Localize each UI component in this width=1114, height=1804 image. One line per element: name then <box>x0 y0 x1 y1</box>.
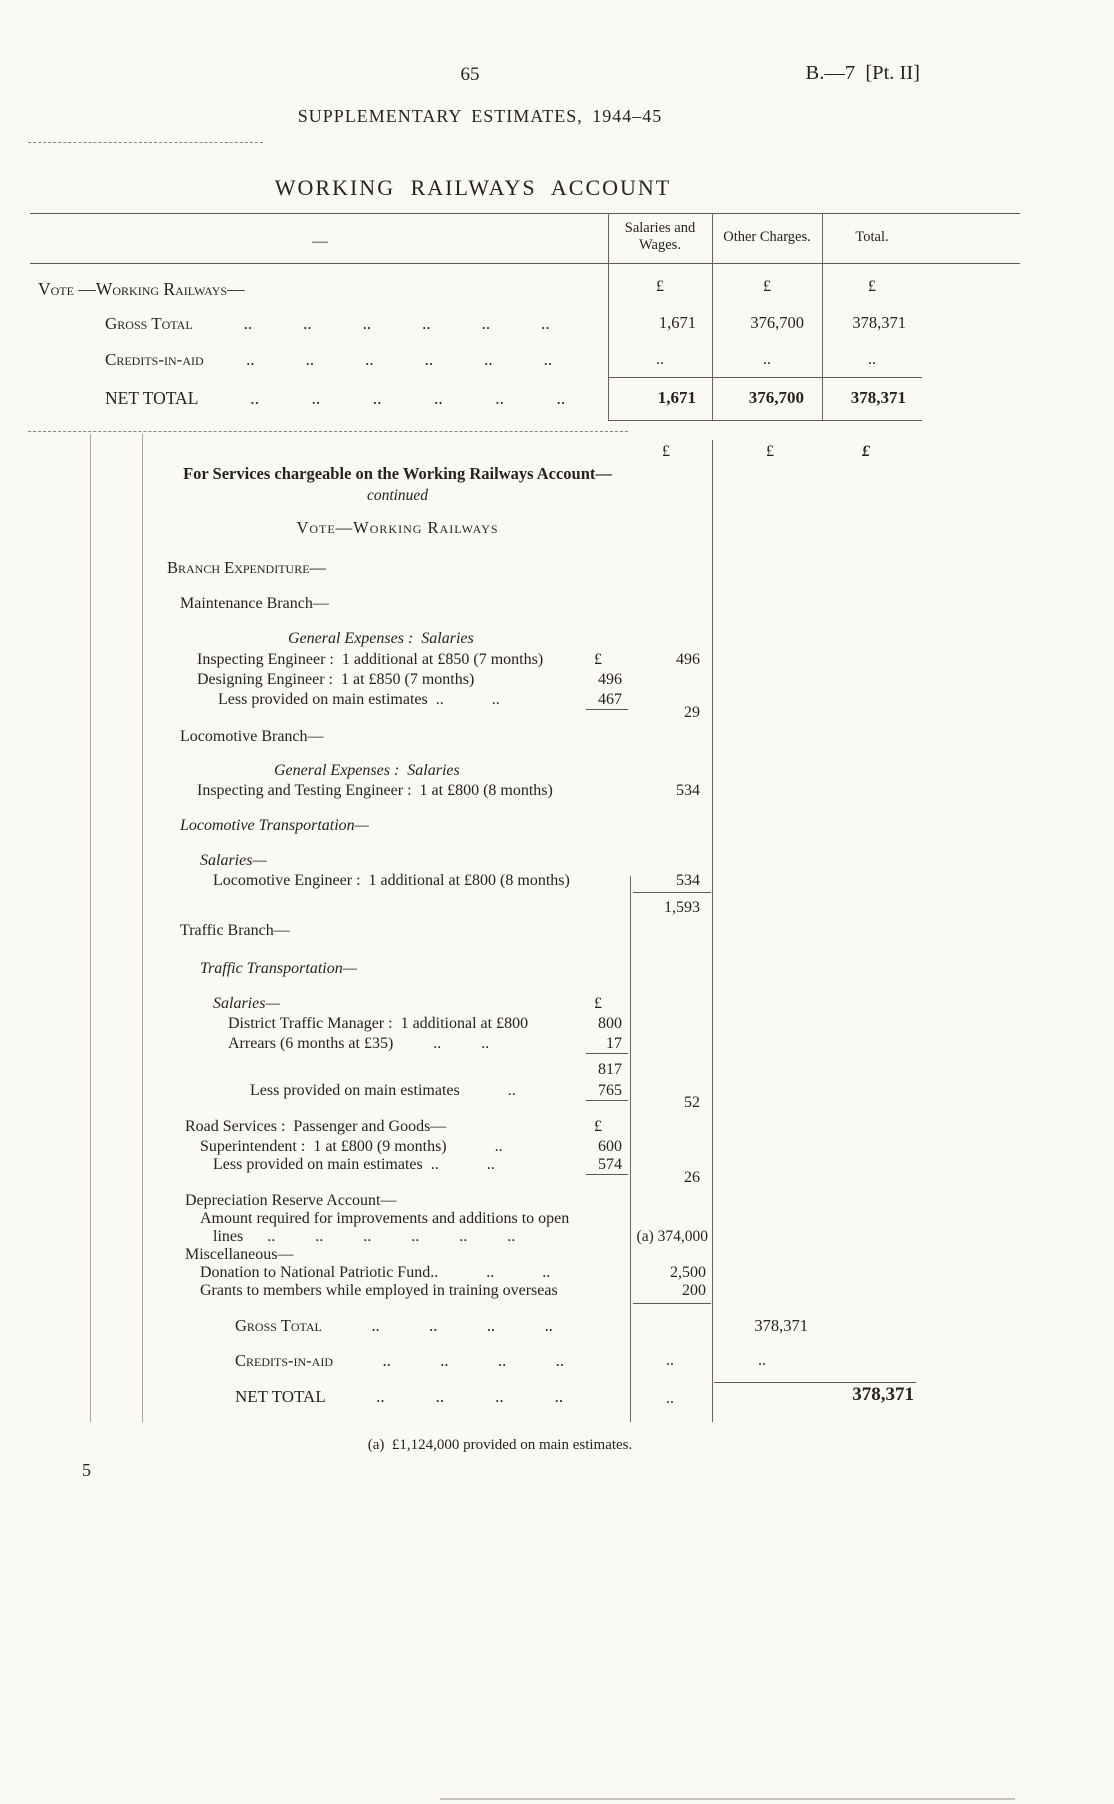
branch-subtotal-rule <box>633 892 711 893</box>
depreciation-reserve-heading: Depreciation Reserve Account— <box>185 1192 397 1209</box>
road-net-value: 26 <box>684 1169 700 1186</box>
summary-column-divider-1 <box>608 213 609 421</box>
page-number-bottom: 5 <box>82 1460 91 1480</box>
subcolumn-pound-sign-1: £ <box>594 651 602 668</box>
summary-table-header-rule <box>30 263 1020 264</box>
footnote: (a) £1,124,000 provided on main estimates. <box>367 1437 633 1453</box>
detail-credits-other-value: .. <box>758 1352 766 1369</box>
road-services-heading: Road Services : Passenger and Goods— <box>185 1118 447 1135</box>
summary-table-bottom-rule <box>608 420 922 421</box>
branch-expenditure-heading: Branch Expenditure— <box>167 558 327 577</box>
traffic-branch-heading: Traffic Branch— <box>180 922 290 939</box>
detail-pound-sign-other: £ <box>766 443 774 460</box>
detail-pound-sign-salaries: £ <box>662 443 670 460</box>
subcolumn-sum-rule-1 <box>586 709 628 710</box>
less-provided-value-1: 467 <box>598 691 622 708</box>
net-total-other-value: 376,700 <box>748 388 804 407</box>
vote-heading: Vote —Working Railways— <box>38 279 245 299</box>
gross-total-other-value: 376,700 <box>750 313 804 332</box>
branch-subtotal-value: 1,593 <box>664 899 700 916</box>
inspecting-testing-engineer-value: 534 <box>676 782 700 799</box>
gross-total-salaries-value: 1,671 <box>658 313 696 332</box>
pound-sign-total: £ <box>868 278 876 295</box>
depreciation-line-1: Amount required for improvements and additions to open <box>200 1210 570 1227</box>
superintendent-value: 600 <box>598 1138 622 1155</box>
arrears-value: 17 <box>606 1035 622 1052</box>
donation-row: Donation to National Patriotic Fund.. .. .. <box>200 1264 551 1281</box>
maintenance-branch-heading: Maintenance Branch— <box>180 595 329 612</box>
miscellaneous-heading: Miscellaneous— <box>185 1246 294 1263</box>
pound-sign-salaries: £ <box>656 278 664 295</box>
column-header-other-charges: Other Charges. <box>723 229 811 245</box>
credits-total-value: .. <box>868 351 876 368</box>
inspecting-engineer-row: Inspecting Engineer : 1 additional at £850 (7 months) <box>197 651 544 668</box>
net-total-row-label: NET TOTAL .. .. .. .. .. .. <box>105 388 566 408</box>
locomotive-engineer-row: Locomotive Engineer : 1 additional at £800 (8 months) <box>213 872 570 889</box>
subcolumn-sum-rule-2 <box>586 1053 628 1054</box>
less-provided-row-3: Less provided on main estimates .. .. <box>213 1156 495 1173</box>
subcolumn-sum-rule-3 <box>586 1100 628 1101</box>
inspecting-testing-engineer-row: Inspecting and Testing Engineer : 1 at £800 (8 months) <box>197 782 553 799</box>
grants-value: 200 <box>682 1282 706 1299</box>
detail-credits-in-aid-label: Credits-in-aid .. .. .. .. <box>235 1351 564 1370</box>
left-margin-dash-rule <box>28 142 263 143</box>
pound-sign-other: £ <box>763 278 771 295</box>
detail-vote-heading: Vote—Working Railways <box>296 518 499 537</box>
detail-salaries-total-rule <box>633 1303 711 1304</box>
salaries-subheading-1: Salaries— <box>200 852 267 869</box>
credits-other-value: .. <box>763 351 771 368</box>
locomotive-engineer-value: 534 <box>676 872 700 889</box>
credits-in-aid-row-label: Credits-in-aid .. .. .. .. .. .. <box>105 350 553 369</box>
less-provided-row-1: Less provided on main estimates .. .. <box>218 691 500 708</box>
summary-column-divider-3 <box>822 213 823 421</box>
credits-salaries-value: .. <box>656 351 664 368</box>
detail-gross-total-other-value: 378,371 <box>754 1316 808 1335</box>
traffic-transportation-heading: Traffic Transportation— <box>200 960 357 977</box>
net-total-salaries-value: 1,671 <box>657 388 696 407</box>
locomotive-general-expenses-heading: General Expenses : Salaries <box>274 762 460 779</box>
scan-edge-artifact <box>440 1798 1015 1800</box>
services-chargeable-heading: For Services chargeable on the Working Railways Account— <box>183 464 612 483</box>
subcolumn-pound-sign-3: £ <box>594 1118 602 1135</box>
donation-value: 2,500 <box>670 1264 706 1281</box>
page-number-top: 65 <box>460 64 480 85</box>
detail-left-margin-rule-2 <box>142 434 143 1422</box>
gross-total-row-label: Gross Total .. .. .. .. .. .. <box>105 314 550 333</box>
less-provided-row-2: Less provided on main estimates .. <box>250 1082 516 1099</box>
designing-engineer-value: 496 <box>598 671 622 688</box>
summary-column-divider-2 <box>712 213 713 421</box>
grants-row: Grants to members while employed in training overseas <box>200 1282 558 1299</box>
locomotive-branch-heading: Locomotive Branch— <box>180 728 324 745</box>
inspecting-engineer-value: 496 <box>676 651 700 668</box>
detail-pound-sign-total: £ <box>862 443 870 460</box>
designing-engineer-row: Designing Engineer : 1 at £850 (7 months) <box>197 671 475 688</box>
salaries-subheading-2: Salaries— <box>213 995 280 1012</box>
maintenance-general-expenses-heading: General Expenses : Salaries <box>288 630 474 647</box>
subcolumn-sum-rule-4 <box>586 1174 628 1175</box>
document-reference: B.—7 [Pt. II] <box>805 62 920 84</box>
locomotive-transportation-heading: Locomotive Transportation— <box>180 817 369 834</box>
header-blank-dash: — <box>312 233 328 250</box>
column-header-salaries-wages: Salaries and Wages. <box>624 220 696 254</box>
detail-left-margin-rule-1 <box>90 434 91 1422</box>
gross-total-total-value: 378,371 <box>852 313 906 332</box>
district-traffic-manager-value: 800 <box>598 1015 622 1032</box>
account-title: WORKING RAILWAYS ACCOUNT <box>274 175 672 200</box>
traffic-subtotal-value: 817 <box>598 1061 622 1078</box>
net-total-total-value: 378,371 <box>850 388 906 407</box>
arrears-row: Arrears (6 months at £35) .. .. <box>228 1035 490 1052</box>
less-provided-value-2: 765 <box>598 1082 622 1099</box>
subcolumn-pound-sign-2: £ <box>594 995 602 1012</box>
detail-net-total-salaries-value: .. <box>666 1390 674 1407</box>
detail-net-total-rule <box>714 1382 916 1383</box>
depreciation-value: (a) 374,000 <box>636 1228 708 1245</box>
less-provided-value-3: 574 <box>598 1156 622 1173</box>
summary-table-top-rule <box>30 213 1020 214</box>
superintendent-row: Superintendent : 1 at £800 (9 months) .. <box>200 1138 503 1155</box>
district-traffic-manager-row: District Traffic Manager : 1 additional at £800 <box>228 1015 529 1032</box>
summary-bottom-dash-rule <box>28 431 628 432</box>
supplementary-estimates-title: SUPPLEMENTARY ESTIMATES, 1944–45 <box>297 106 663 126</box>
detail-gross-total-label: Gross Total .. .. .. .. <box>235 1316 553 1335</box>
continued-label: continued <box>366 487 429 504</box>
maintenance-net-value: 29 <box>684 704 700 721</box>
detail-column-divider-2 <box>712 440 713 1422</box>
depreciation-line-2: lines .. .. .. .. .. .. <box>213 1228 516 1245</box>
detail-net-total-value: 378,371 <box>852 1384 914 1405</box>
summary-net-total-top-rule <box>608 377 922 378</box>
detail-column-divider-1 <box>630 876 631 1422</box>
traffic-net-value: 52 <box>684 1094 700 1111</box>
column-header-total: Total. <box>855 229 889 245</box>
detail-credits-salaries-value: .. <box>666 1352 674 1369</box>
detail-net-total-label: NET TOTAL .. .. .. .. <box>235 1387 564 1406</box>
